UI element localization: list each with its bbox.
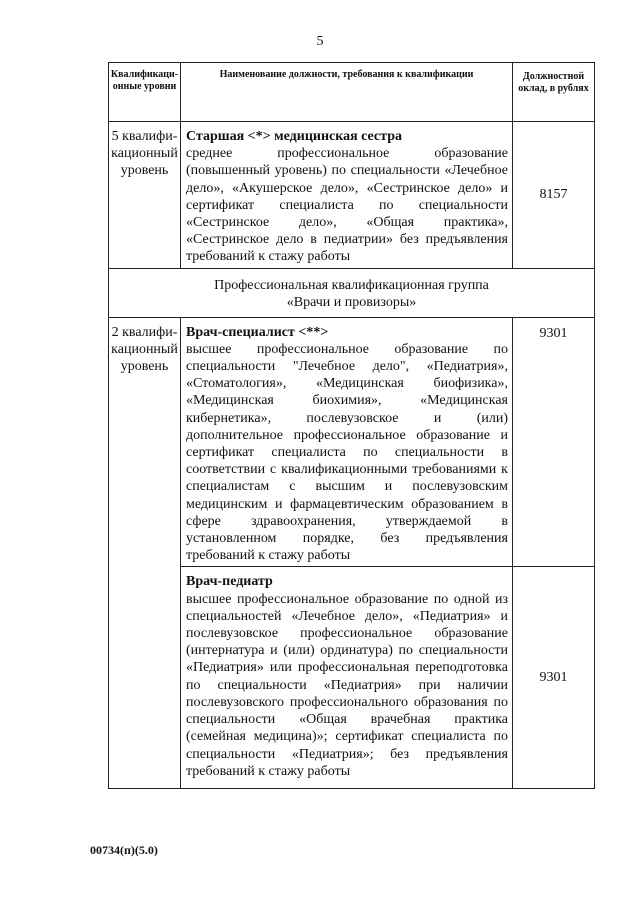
- group-heading: [109, 268, 595, 317]
- position-cell: [181, 317, 513, 567]
- salary-cell: [513, 317, 595, 567]
- level-cell: 2 квалифи-кационный уровень: [109, 317, 181, 789]
- table-row: [109, 122, 595, 269]
- document-code: 00734(п)(5.0): [90, 843, 158, 857]
- position-requirements: высшее профессиональное образование по одной из специальностей «Лечебное дело», «Педиатрия» и послевузовское профессиональное образование (интернатура и (или) ординатура) по специальности «Педиатрия» или профессиональная переподготовка по специальности «Педиатрия» при наличии послевузовского профессионального образования по специальности «Общая врачебная практика (семейная медицина)»; сертификат специалиста по специальности «Педиатрия»; без предъявления требований к стажу работы: [186, 591, 508, 779]
- salary-value: 9301: [539, 669, 568, 685]
- salary-cell: [513, 122, 595, 269]
- table-row: [109, 317, 595, 567]
- header-position: Наименование должности, требования к квалификации: [181, 63, 513, 122]
- page-number: 5: [316, 34, 324, 49]
- position-requirements: среднее профессиональное образование (повышенный уровень) по специальности «Лечебное дело», «Акушерское дело», «Сестринское дело» и сертификат специалиста по специальности «Сестринское дело», «Общая практика», «Сестринское дело в педиатрии» без предъявления требований к стажу работы: [186, 146, 508, 265]
- position-cell: [181, 122, 513, 269]
- header-level: Квалификаци-онные уровни: [109, 63, 181, 122]
- position-title: Врач-специалист <**>: [186, 324, 329, 340]
- position-requirements: высшее профессиональное образование по специальности "Лечебное дело", «Педиатрия», «Стоматология», «Медицинская биофизика», «Медицинская биохимия», «Медицинская кибернетика», послевузовское и (или) дополнительное профессиональное образование и сертификат специалиста по специальности в соответствии с квалификационными требованиями к специалистам с высшим и послевузовским медицинским и фармацевтическим образованием в сфере здравоохранения, утверждаемой в установленном порядке, без предъявления требований к стажу работы: [186, 341, 508, 564]
- group-row: [109, 268, 595, 317]
- table-row: [109, 567, 595, 789]
- group-heading-line2: «Врачи и провизоры»: [286, 294, 417, 310]
- salary-value: 8157: [539, 186, 568, 202]
- header-salary: Должностной оклад, в рублях: [513, 63, 595, 122]
- position-title: Старшая <*> медицинская сестра: [186, 129, 402, 144]
- table-header-row: [109, 63, 595, 122]
- position-title: Врач-педиатр: [186, 574, 273, 590]
- salary-table: [108, 62, 595, 789]
- salary-cell: [513, 567, 595, 789]
- position-cell: [181, 567, 513, 789]
- group-heading-line1: Профессиональная квалификационная группа: [214, 277, 489, 293]
- salary-value: 9301: [539, 325, 568, 341]
- level-cell: 5 квалифи-кационный уровень: [109, 122, 181, 269]
